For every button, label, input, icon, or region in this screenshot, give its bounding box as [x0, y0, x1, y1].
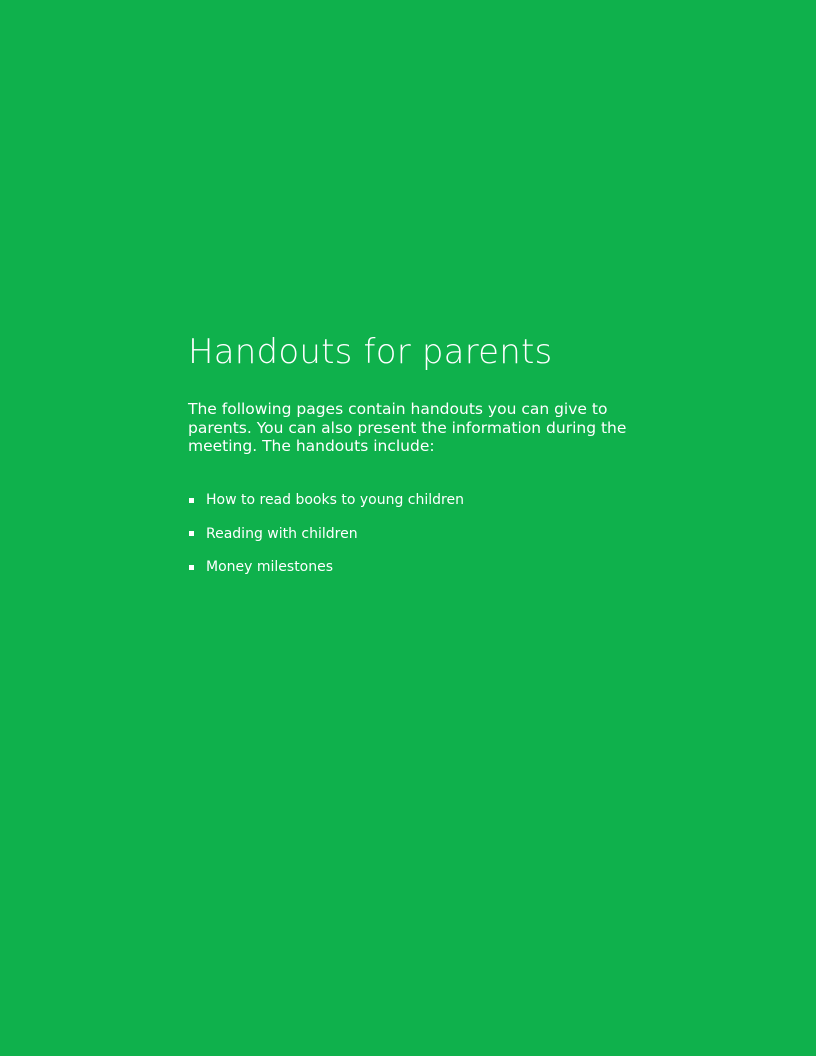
page-title: Handouts for parents — [188, 332, 553, 372]
list-item — [188, 484, 628, 518]
list-item-label: How to read books to young children — [206, 492, 464, 509]
list-item — [188, 517, 628, 551]
list-item-label: Money milestones — [206, 559, 334, 576]
intro-paragraph: The following pages contain handouts you can give to parents. You can also present the information during the meeting. The handouts include: — [188, 400, 627, 455]
handouts-section — [188, 330, 628, 584]
list-item — [188, 551, 628, 585]
list-item-label: Reading with children — [206, 525, 358, 542]
square-bullet-icon — [189, 531, 194, 536]
handouts-list — [188, 484, 628, 585]
square-bullet-icon — [189, 498, 194, 503]
square-bullet-icon — [189, 565, 194, 570]
